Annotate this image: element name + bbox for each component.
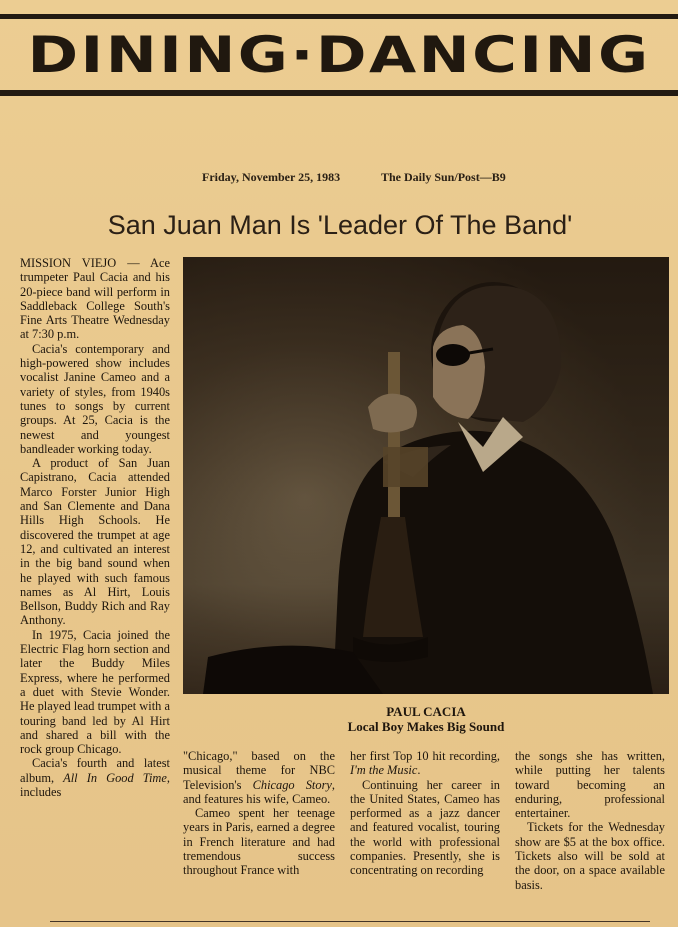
dateline-date: Friday, November 25, 1983: [202, 170, 341, 184]
dateline-paper: The Daily Sun/Post—B9: [381, 170, 506, 184]
paragraph-9: Continuing her career in the United States, Cameo has performed as a jazz dancer and featured vocalist, touring the world with professional companies. Presently, she is concentrating on recording: [350, 777, 500, 878]
article-column-4: [515, 749, 665, 892]
masthead-top-rule: [0, 14, 678, 19]
paragraph-4: In 1975, Cacia joined the Electric Flag horn section and later the Buddy Miles Express, where he performed a duet with Stevie Wonder. He played lead trumpet with a touring band led by Al Hirt and shared a bill with the rock group Chicago.: [20, 627, 170, 757]
article-headline: San Juan Man Is 'Leader Of The Band': [107, 210, 573, 240]
photo-caption: [183, 704, 669, 734]
paragraph-5: Cacia's fourth and latest album, All In Good Time, includes: [20, 756, 170, 799]
caption-subtitle: Local Boy Makes Big Sound: [347, 719, 505, 734]
caption-name: PAUL CACIA: [386, 704, 466, 719]
article-column-2: [183, 749, 335, 878]
paragraph-7: Cameo spent her teenage years in Paris, earned a degree in French literature and had tremendous success throughout France with: [183, 806, 335, 878]
paragraph-3: A product of San Juan Capistrano, Cacia attended Marco Forster Junior High and San Clemente and Dana Hills High Schools. He discovered the trumpet at age 12, and cultivated an interest in the big band sound when he played with such famous names as Al Hirt, Louis Bellson, Buddy Rich and Ray Anthony.: [20, 456, 170, 628]
paragraph-11: Tickets for the Wednesday show are $5 at the box office. Tickets also will be sold at the door, on a space available basis.: [515, 820, 665, 892]
paragraph-1: MISSION VIEJO — Ace trumpeter Paul Cacia and his 20-piece band will perform in Saddleback College South's Fine Arts Theatre Wednesday at 7:30 p.m.: [20, 256, 170, 342]
bottom-rule: [50, 921, 650, 922]
photo-paul-cacia: [183, 257, 669, 694]
masthead-title: DINING·DANCING: [27, 26, 651, 84]
article-column-3: [350, 749, 500, 878]
masthead-bottom-rule: [0, 90, 678, 96]
paragraph-8: her first Top 10 hit recording, I'm the Music.: [350, 749, 500, 778]
paragraph-6: "Chicago," based on the musical theme for NBC Television's Chicago Story, and features his wife, Cameo.: [183, 749, 335, 806]
article-column-1: [20, 256, 170, 799]
photo-image: [183, 257, 669, 694]
paragraph-2: Cacia's contemporary and high-powered show includes vocalist Janine Cameo and a variety of styles, from 1940s tunes to songs by current groups. At 25, Cacia is the newest and youngest bandleader working today.: [20, 341, 170, 456]
paragraph-10: the songs she has written, while putting her talents toward becoming an enduring, professional entertainer.: [515, 749, 665, 821]
